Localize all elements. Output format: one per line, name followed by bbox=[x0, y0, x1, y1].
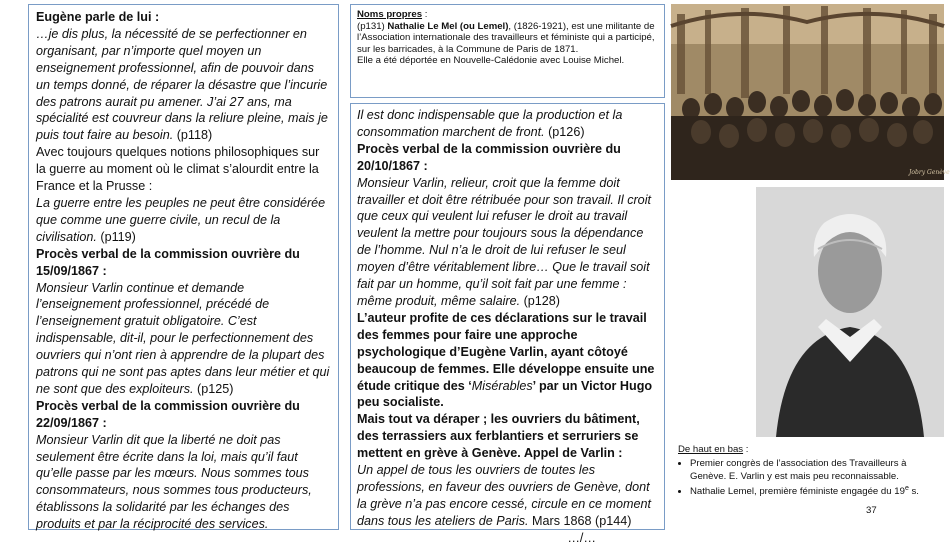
quote-paragraph bbox=[357, 462, 658, 530]
quote-text: Monsieur Varlin dit que la liberté ne doit pas seulement être écrite dans la loi, mais qu’il faut qu’elle passe par les mœurs. Nous sommes tous consommateurs, nous sommes tous producteurs, établissons la solidarité par les échanges des produits et par la réciprocité des services. bbox=[36, 432, 312, 532]
quote-text: …je dis plus, la nécessité de se perfectionner en organisant, par n’importe quel moyen un enseignement professionnel, afin de pouvoir dans un temps donné, de réparer la désastre que l’incurie des patrons aurait pu amener. J’ai 27 ans, ma spécialité est couvreur dans la reliure pleine, mais je puis tout faire au besoin. bbox=[36, 26, 328, 143]
quote-paragraph bbox=[36, 195, 331, 246]
quote-paragraph bbox=[357, 107, 658, 141]
section-heading: Procès verbal de la commission ouvrière du 22/09/1867 : bbox=[36, 398, 300, 430]
section-heading: Eugène parle de lui : bbox=[36, 10, 160, 24]
date-reference: Mars 1868 (p144) bbox=[528, 513, 632, 528]
note-body bbox=[357, 21, 658, 56]
proper-names-note bbox=[350, 4, 665, 98]
quote-text: Monsieur Varlin, relieur, croit que la femme doit travailler et doit être rétribuée pour son travail. Il croit que ceux qui veulent lui refuser le droit au travail veulent la mettre pour toujours sous la dépendance de l’homme. Nul n’a le droit de lui refuser le seul moyen d’être véritablement libre… Que le travail soit fait par un homme, qu’il soit fait par une femme : même produit, même salaire. bbox=[357, 175, 651, 308]
caption-item: • Premier congrès de l’association des Travailleurs à Genève. E. Varlin y est mais peu reconnaissable. bbox=[690, 458, 940, 483]
caption-heading-suffix: : bbox=[743, 444, 749, 455]
quote-text: Un appel de tous les ouvriers de toutes les professions, en faveur des ouvriers de Genève, dont la grève n’a pas encore cessé, circule en ce moment dans tous les ateliers de Paris. bbox=[357, 463, 652, 528]
page-reference: (p118) bbox=[173, 128, 213, 143]
nathalie-lemel-portrait bbox=[756, 187, 944, 437]
page-number: 37 bbox=[866, 505, 877, 516]
page-reference: (p126) bbox=[544, 124, 585, 139]
caption-item-suffix: s. bbox=[908, 486, 919, 498]
page-reference: (p125) bbox=[193, 381, 234, 396]
caption-item-text: Nathalie Lemel, première féministe engagée du 19 bbox=[690, 486, 905, 498]
quote-text: Il est donc indispensable que la production et la consommation marchent de front. bbox=[357, 108, 623, 139]
note-heading-line bbox=[357, 9, 658, 21]
body-paragraph bbox=[357, 310, 658, 411]
photo-caption bbox=[678, 444, 940, 499]
quote-text: Monsieur Varlin continue et demande l’enseignement professionnel, précédé de l’enseignement gratuit obligatoire. C’est indispensable, dit-il, pour le perfectionnement des ouvriers qui n’ont rien à apprendre de la plupart des patrons qui ne sont pas aptes dans leur métier et qui ne sont que des exploiteurs. bbox=[36, 280, 330, 396]
note-heading: Noms propres bbox=[357, 9, 423, 20]
quote-paragraph bbox=[36, 26, 331, 144]
left-text-column bbox=[28, 4, 339, 530]
section-heading: Procès verbal de la commission ouvrière du 20/10/1867 : bbox=[357, 141, 621, 173]
middle-text-column bbox=[350, 103, 665, 545]
caption-heading-line bbox=[678, 444, 940, 456]
quote-paragraph bbox=[357, 175, 658, 310]
body-text: ’ par un Victor Hugo peu socialiste. bbox=[357, 378, 653, 410]
body-paragraph: Avec toujours quelques notions philosophiques sur la guerre au moment où le climat s’alourdit entre la France et la Prusse : bbox=[36, 145, 320, 194]
congress-group-photo-drawing bbox=[671, 4, 950, 180]
body-text: L’auteur profite de ces déclarations sur le travail des femmes pour faire une approche psychologique d’Eugène Varlin, ayant côtoyé beaucoup de femmes. Elle développe ensuite une étude critique des ‘ bbox=[357, 310, 655, 393]
caption-heading: De haut en bas bbox=[678, 444, 744, 455]
caption-list bbox=[678, 458, 940, 498]
book-title: Misérables bbox=[471, 378, 533, 393]
body-paragraph: Mais tout va déraper ; les ouvriers du bâtiment, des terrassiers aux ferblantiers et serruriers se mettent en grève à Genève. Appel de Varlin : bbox=[357, 412, 640, 461]
page-reference: (p119) bbox=[96, 229, 136, 244]
note-heading-suffix: : bbox=[422, 9, 428, 20]
century-superscript: e bbox=[904, 485, 909, 493]
page-reference: (p131) bbox=[357, 20, 388, 32]
congress-group-photo bbox=[671, 4, 950, 180]
caption-item bbox=[690, 483, 940, 499]
note-text-2: Elle a été déportée en Nouvelle-Calédonie avec Louise Michel. bbox=[357, 55, 625, 67]
note-text: , (1826-1921), est une militante de l’Association internationale des travailleurs et féministe qui a participé, sur les barricades, à la Commune de Paris de 1871. bbox=[357, 20, 655, 55]
section-heading: Procès verbal de la commission ouvrière du 15/09/1867 : bbox=[36, 246, 300, 278]
person-name: Nathalie Le Mel (ou Lemel) bbox=[387, 20, 509, 32]
portrait-drawing bbox=[756, 187, 944, 437]
continued-marker: …/… bbox=[567, 530, 596, 545]
page-reference: (p128) bbox=[520, 293, 560, 308]
photo-signature: Jobry Genève bbox=[909, 169, 950, 176]
quote-paragraph bbox=[36, 280, 331, 398]
quote-text: La guerre entre les peuples ne peut être considérée que comme une guerre civile, un recul de la civilisation. bbox=[36, 195, 326, 244]
